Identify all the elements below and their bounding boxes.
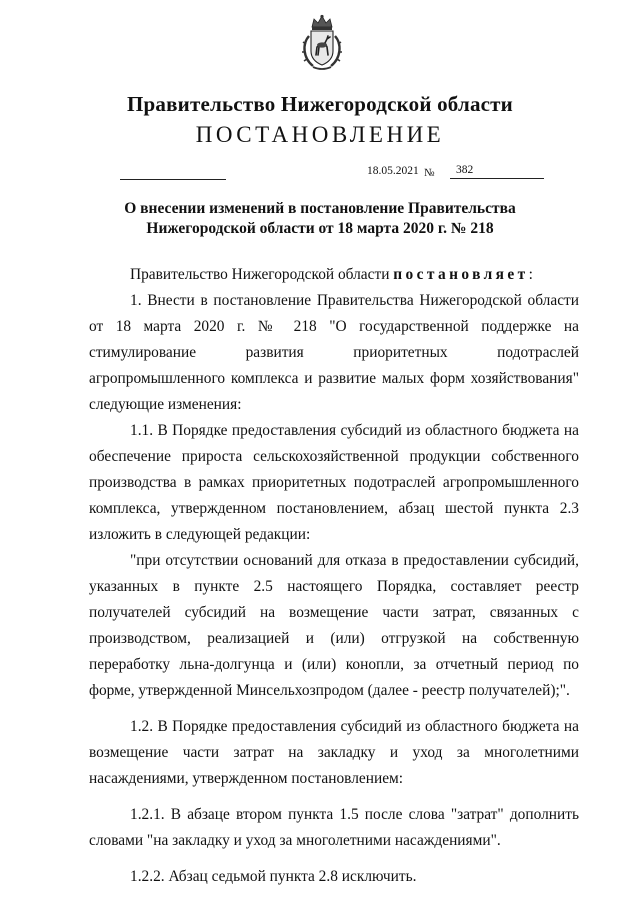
intro-prefix: Правительство Нижегородской области [130, 266, 394, 283]
quoted-paragraph: "при отсутствии оснований для отказа в предоставлении субсидий, указанных в пункте 2.5 настоящего Порядка, составляет реестр получателей субсидий на возмещение части затрат, связанных с производством, реализацией и (или) отгрузкой на собственную переработку льна-долгунца и (или) конопли, за отчетный период по форме, утвержденной Минсельхозпродом (далее - реестр получателей);". [89, 552, 579, 699]
paragraph-1-2-1: 1.2.1. В абзаце втором пункта 1.5 после слова "затрат" дополнить словами "на закладку и уход за многолетними насаждениями". [89, 806, 579, 849]
intro-suffix: : [528, 266, 533, 283]
paragraph-1-1: 1.1. В Порядке предоставления субсидий из областного бюджета на обеспечение прироста сельскохозяйственной продукции собственного производства в рамках приоритетных подотраслей агропромышленного комплекса, утвержденном постановлением, абзац шестой пункта 2.3 изложить в следующей редакции: [89, 422, 579, 543]
subject-line-2: Нижегородской области от 18 марта 2020 г. № 218 [146, 220, 494, 237]
document-type: ПОСТАНОВЛЕНИЕ [195, 122, 445, 147]
paragraph-1: 1. Внести в постановление Правительства Нижегородской области от 18 марта 2020 г. № 218 "О государственной поддержке на стимулирование развития приоритетных подотраслей агропромышленного комплекса и развитие малых форм хозяйствования" следующие изменения: [89, 292, 579, 413]
coat-of-arms-icon [300, 14, 344, 72]
government-title: Правительство Нижегородской области [127, 92, 513, 116]
intro-resolves: постановляет [393, 266, 529, 283]
paragraph-1-2-2: 1.2.2. Абзац седьмой пункта 2.8 исключить. [130, 868, 417, 885]
document-subject [0, 199, 640, 239]
subject-line-1: О внесении изменений в постановление Правительства [124, 200, 516, 217]
intro-paragraph [89, 262, 579, 288]
paragraph-1-2: 1.2. В Порядке предоставления субсидий из областного бюджета на возмещение части затрат на закладку и уход за многолетними насаждениями, утвержденном постановлением: [89, 718, 579, 787]
document-body [89, 262, 579, 890]
number-sign: № [424, 167, 435, 179]
document-date: 18.05.2021 [367, 165, 419, 177]
document-number: 382 [450, 163, 544, 179]
blank-line [120, 178, 226, 180]
